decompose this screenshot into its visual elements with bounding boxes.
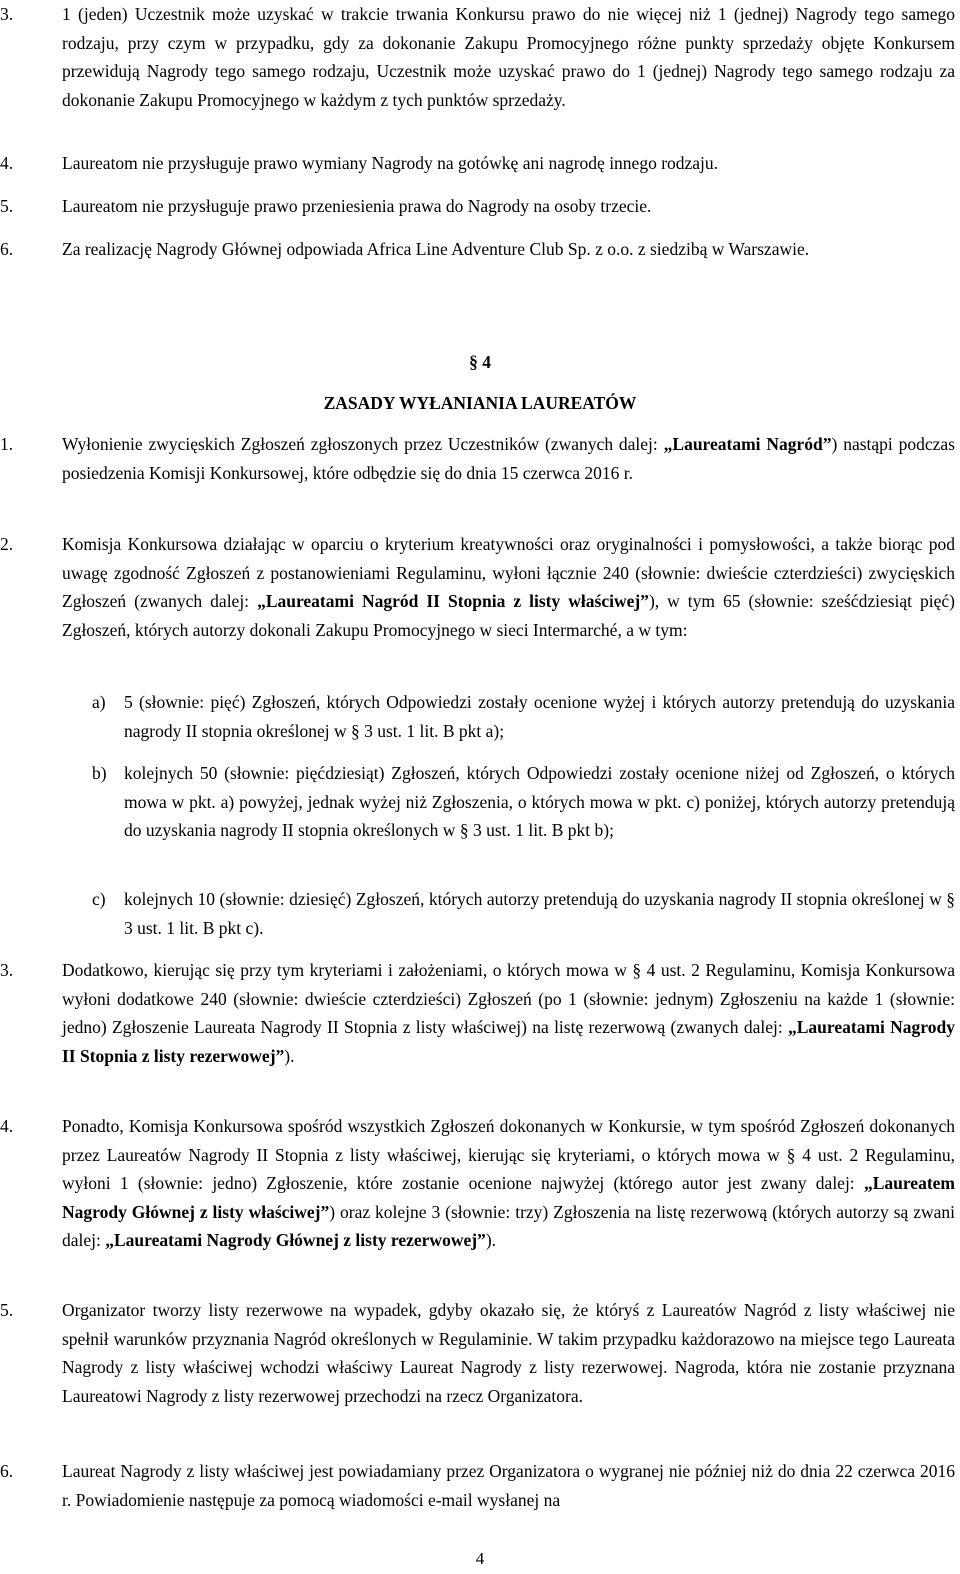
text-run: ).	[485, 1230, 497, 1250]
clause-number: 3.	[0, 960, 14, 980]
clause-5	[0, 1296, 955, 1410]
page-number: 4	[475, 1549, 485, 1568]
clause-top-3	[0, 0, 955, 114]
clause-number: 6.	[0, 1461, 14, 1481]
clause-6	[0, 1457, 955, 1514]
subclause-a	[92, 688, 955, 745]
clause-number: 1.	[0, 434, 14, 454]
text-run: Organizator tworzy listy rezerwowe na wypadek, gdyby okazało się, że któryś z Laureatów Nagród z listy właściwej nie spełnił warunków przyznania Nagród określonych w Regulaminie. W takim przypadku każdorazowo na miejsce tego Laureata Nagrody z listy właściwej wchodzi właściwy Laureat Nagrody z listy rezerwowej. Nagroda, która nie zostanie przyznana Laureatowi Nagrody z listy rezerwowej przechodzi na rzecz Organizatora.	[62, 1300, 955, 1406]
text-run: Laureat Nagrody z listy właściwej jest powiadamiany przez Organizatora o wygranej nie później niż do dnia 22 czerwca 2016 r. Powiadomienie następuje za pomocą wiadomości e-mail wysłanej na	[62, 1461, 955, 1510]
clause-text	[62, 149, 955, 178]
clause-number: 4.	[0, 1116, 14, 1136]
clause-number: 3.	[0, 4, 14, 24]
clause-number: 5.	[0, 1300, 14, 1320]
text-run: Laureatom nie przysługuje prawo wymiany Nagrody na gotówkę ani nagrodę innego rodzaju.	[62, 153, 719, 173]
clause-1	[0, 430, 955, 487]
text-run: Laureatom nie przysługuje prawo przeniesienia prawa do Nagrody na osoby trzecie.	[62, 196, 652, 216]
subclause-b	[92, 759, 955, 845]
text-run: Dodatkowo, kierując się przy tym kryteriami i założeniami, o których mowa w § 4 ust. 2 Regulaminu, Komisja Konkursowa wyłoni dodatkowe 240 (słownie: dwieście czterdzieści) Zgłoszeń (po 1 (słownie: jednym) Zgłoszeniu na każde 1 (słownie: jedno) Zgłoszenie Laureata Nagrody II Stopnia z listy właściwej) na listę rezerwową (zwanych dalej:	[62, 960, 955, 1037]
clause-text	[62, 235, 955, 264]
clause-number: 5.	[0, 196, 14, 216]
subclause-label: a)	[92, 692, 106, 712]
text-run: ), w tym 65 (słownie: sześćdziesiąt pięć) Zgłoszeń, których autorzy dokonali Zakupu Promocyjnego w sieci Intermarché, a w tym:	[62, 591, 956, 640]
clause-number: 6.	[0, 239, 14, 259]
clause-number: 2.	[0, 534, 14, 554]
subclause-text: kolejnych 10 (słownie: dziesięć) Zgłoszeń, których autorzy pretendują do uzyskania nagrody II stopnia określonej w § 3 ust. 1 lit. B pkt c).	[124, 889, 955, 938]
text-run: ) nastąpi podczas posiedzenia Komisji Konkursowej, które odbędzie się do dnia 15 czerwca 2016 r.	[62, 434, 955, 483]
subclause-label: b)	[92, 763, 107, 783]
defined-term: „Laureatami Nagrody Głównej z listy rezerwowej”	[105, 1230, 486, 1250]
defined-term: „Laureatem Nagrody Głównej z listy właściwej”	[62, 1173, 955, 1222]
clause-top-5	[0, 192, 955, 221]
clause-4	[0, 1112, 955, 1255]
clause-number: 4.	[0, 153, 14, 173]
text-run: Ponadto, Komisja Konkursowa spośród wszystkich Zgłoszeń dokonanych w Konkursie, w tym spośród Zgłoszeń dokonanych przez Laureatów Nagrody II Stopnia z listy właściwej, kierując się kryteriami, o których mowa w § 4 ust. 2 Regulaminu, wyłoni 1 (słownie: jedno) Zgłoszenie, które zostanie ocenione najwyżej (którego autor jest zwany dalej:	[62, 1116, 955, 1193]
text-run: Za realizację Nagrody Głównej odpowiada Africa Line Adventure Club Sp. z o.o. z siedzibą w Warszawie.	[62, 239, 810, 259]
clause-text	[62, 1112, 955, 1255]
text-run: Wyłonienie zwycięskich Zgłoszeń zgłoszonych przez Uczestników (zwanych dalej:	[62, 434, 664, 454]
defined-term: „Laureatami Nagrody II Stopnia z listy rezerwowej”	[62, 1017, 955, 1066]
subclause-c	[92, 885, 955, 942]
subclause-text: kolejnych 50 (słownie: pięćdziesiąt) Zgłoszeń, których Odpowiedzi zostały ocenione niżej od Zgłoszeń, o których mowa w pkt. a) powyżej, jednak wyżej niż Zgłoszenia, o których mowa w pkt. c) poniżej, których autorzy pretendują do uzyskania nagrody II stopnia określonych w § 3 ust. 1 lit. B pkt b);	[124, 763, 955, 840]
clause-2	[0, 530, 955, 644]
subclause-text: 5 (słownie: pięć) Zgłoszeń, których Odpowiedzi zostały ocenione wyżej i których autorzy pretendują do uzyskania nagrody II stopnia określonej w § 3 ust. 1 lit. B pkt a);	[124, 692, 955, 741]
clause-top-4	[0, 149, 955, 178]
clause-3	[0, 956, 955, 1070]
clause-top-6	[0, 235, 955, 264]
clause-text	[62, 192, 955, 221]
section-title: ZASADY WYŁANIANIA LAUREATÓW	[323, 393, 637, 413]
defined-term: „Laureatami Nagród”	[663, 434, 832, 454]
clause-text	[62, 430, 955, 487]
clause-text	[62, 1296, 955, 1410]
clause-text	[62, 1457, 955, 1514]
defined-term: „Laureatami Nagród II Stopnia z listy właściwej”	[257, 591, 649, 611]
text-run: ).	[284, 1045, 295, 1066]
subclause-label: c)	[92, 889, 106, 909]
section-symbol: § 4	[469, 352, 491, 372]
text-run: ) oraz kolejne 3 (słownie: trzy) Zgłoszenia na listę rezerwową (których autorzy są zwani dalej:	[62, 1201, 955, 1250]
clause-text	[62, 956, 955, 1070]
text-run: 1 (jeden) Uczestnik może uzyskać w trakcie trwania Konkursu prawo do nie więcej niż 1 (jednej) Nagrody tego samego rodzaju, przy czym w przypadku, gdy za dokonanie Zakupu Promocyjnego różne punkty sprzedaży objęte Konkursem przewidują Nagrody tego samego rodzaju, Uczestnik może uzyskać prawo do 1 (jednej) Nagrody tego samego rodzaju za dokonanie Zakupu Promocyjnego w każdym z tych punktów sprzedaży.	[62, 4, 955, 110]
clause-text	[62, 0, 955, 114]
clause-text	[62, 530, 955, 644]
text-run: Komisja Konkursowa działając w oparciu o kryterium kreatywności oraz oryginalności i pomysłowości, a także biorąc pod uwagę zgodność Zgłoszeń z postanowieniami Regulaminu, wyłoni łącznie 240 (słownie: dwieście czterdzieści) zwycięskich Zgłoszeń (zwanych dalej:	[62, 534, 955, 611]
